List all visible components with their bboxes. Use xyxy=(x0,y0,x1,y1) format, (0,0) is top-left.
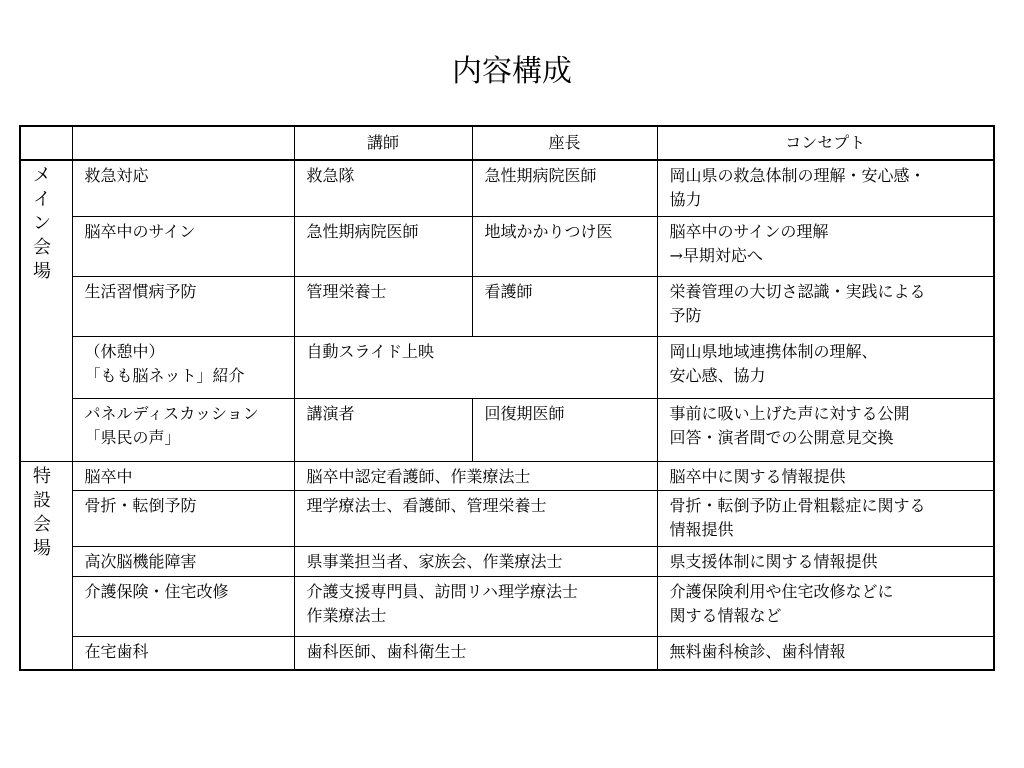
concept-cell: 栄養管理の大切さ認識・実践による 予防 xyxy=(657,277,994,337)
topic-cell: 骨折・転倒予防 xyxy=(72,490,294,546)
header-cell-venue xyxy=(20,126,72,160)
chair-cell: 急性期病院医師 xyxy=(472,160,657,216)
header-cell-lecturer: 講師 xyxy=(294,126,472,160)
lecturer-chair-merged-cell: 県事業担当者、家族会、作業療法士 xyxy=(294,547,657,577)
concept-cell: 骨折・転倒予防止骨粗鬆症に関する 情報提供 xyxy=(657,490,994,546)
topic-cell: 生活習慣病予防 xyxy=(72,277,294,337)
chair-cell: 看護師 xyxy=(472,277,657,337)
header-cell-concept: コンセプト xyxy=(657,126,994,160)
table-row xyxy=(20,399,994,461)
topic-cell: 介護保険・住宅改修 xyxy=(72,577,294,637)
concept-cell: 岡山県の救急体制の理解・安心感・ 協力 xyxy=(657,160,994,216)
lecturer-cell: 救急隊 xyxy=(294,160,472,216)
venue-special-label: 特 設 会 場 xyxy=(20,461,72,670)
table-row xyxy=(20,337,994,399)
topic-cell: 脳卒中のサイン xyxy=(72,216,294,276)
lecturer-chair-merged-cell: 脳卒中認定看護師、作業療法士 xyxy=(294,461,657,490)
lecturer-cell: 講演者 xyxy=(294,399,472,461)
table-row xyxy=(20,490,994,546)
header-row xyxy=(20,126,994,160)
topic-cell: 脳卒中 xyxy=(72,461,294,490)
table-row xyxy=(20,216,994,276)
topic-cell: 高次脳機能障害 xyxy=(72,547,294,577)
venue-main-label: メ イ ン 会 場 xyxy=(20,160,72,461)
topic-cell: 救急対応 xyxy=(72,160,294,216)
header-cell-chair: 座長 xyxy=(472,126,657,160)
lecturer-cell: 急性期病院医師 xyxy=(294,216,472,276)
topic-cell: （休憩中） 「もも脳ネット」紹介 xyxy=(72,337,294,399)
concept-cell: 事前に吸い上げた声に対する公開 回答・演者間での公開意見交換 xyxy=(657,399,994,461)
table-row xyxy=(20,160,994,216)
topic-cell: 在宅歯科 xyxy=(72,637,294,670)
content-table xyxy=(19,125,995,671)
lecturer-chair-merged-cell: 自動スライド上映 xyxy=(294,337,657,399)
concept-cell: 脳卒中に関する情報提供 xyxy=(657,461,994,490)
chair-cell: 地域かかりつけ医 xyxy=(472,216,657,276)
concept-cell: 無料歯科検診、歯科情報 xyxy=(657,637,994,670)
concept-cell: 介護保険利用や住宅改修などに 関する情報など xyxy=(657,577,994,637)
table-row xyxy=(20,461,994,490)
lecturer-chair-merged-cell: 理学療法士、看護師、管理栄養士 xyxy=(294,490,657,546)
concept-cell: 岡山県地域連携体制の理解、 安心感、協力 xyxy=(657,337,994,399)
chair-cell: 回復期医師 xyxy=(472,399,657,461)
concept-cell: 脳卒中のサインの理解 →早期対応へ xyxy=(657,216,994,276)
page-title: 内容構成 xyxy=(452,54,572,89)
table-row xyxy=(20,637,994,670)
topic-cell: パネルディスカッション 「県民の声」 xyxy=(72,399,294,461)
table-row xyxy=(20,577,994,637)
concept-cell: 県支援体制に関する情報提供 xyxy=(657,547,994,577)
lecturer-chair-merged-cell: 歯科医師、歯科衛生士 xyxy=(294,637,657,670)
table-row xyxy=(20,547,994,577)
table-row xyxy=(20,277,994,337)
header-cell-topic xyxy=(72,126,294,160)
lecturer-cell: 管理栄養士 xyxy=(294,277,472,337)
lecturer-chair-merged-cell: 介護支援専門員、訪問リハ理学療法士 作業療法士 xyxy=(294,577,657,637)
